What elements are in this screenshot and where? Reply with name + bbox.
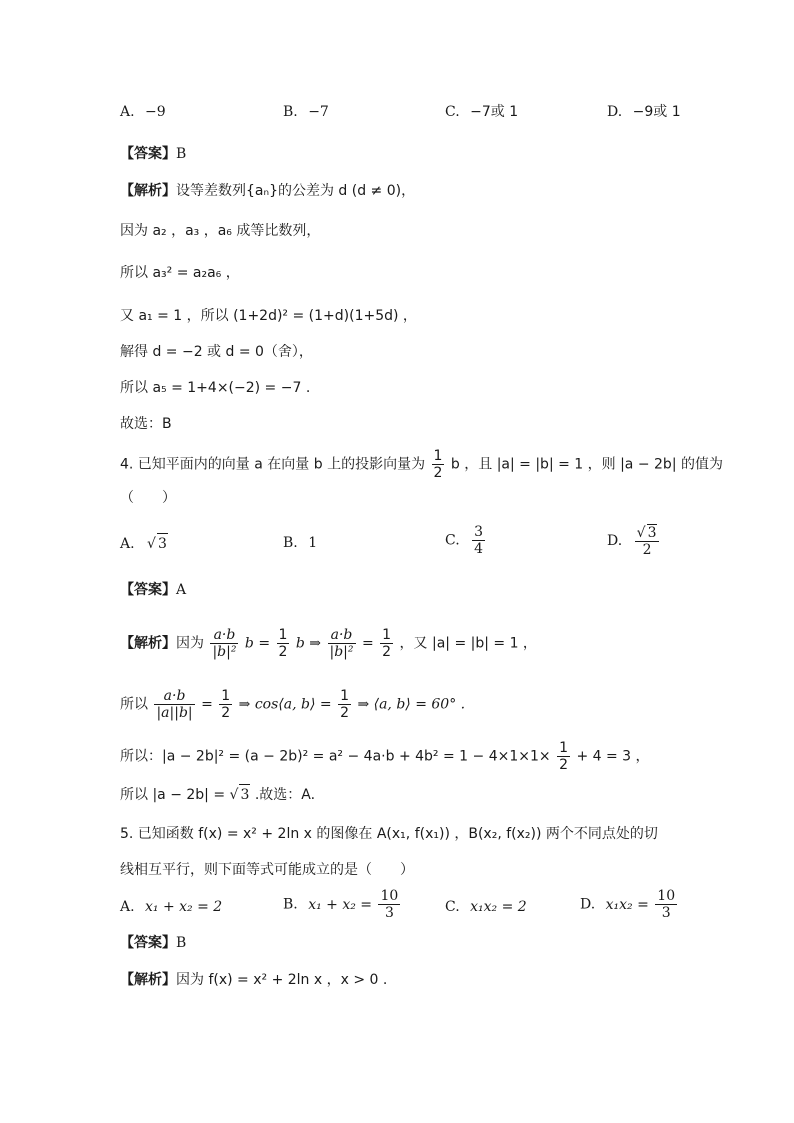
q4-l2-b: =: [201, 696, 218, 713]
q5-analysis-line-1: [120, 970, 387, 990]
q4-l1-e: ，又 |a| = |b| = 1 ，: [399, 635, 537, 652]
dot-over-b-fraction: [328, 627, 356, 660]
q3-analysis-line-4: [120, 306, 417, 326]
frac-denominator: |a||b|: [156, 705, 193, 721]
q3-step: 又 a₁ = 1 ，所以 (1+2d)² = (1+d)(1+5d) ，: [120, 308, 417, 324]
half-fraction: [338, 688, 351, 721]
answer-tag: 【答案】: [120, 582, 176, 598]
frac-denominator: 2: [221, 705, 231, 721]
q4-option-d-fraction: [635, 524, 660, 558]
q5-answer: [120, 933, 186, 953]
analysis-tag: 【解析】: [120, 635, 176, 652]
sqrt-radicand: 3: [647, 525, 657, 541]
q4-analysis-line-4: [120, 784, 315, 805]
frac-numerator: 1: [340, 688, 349, 704]
half-fraction: [277, 627, 290, 660]
q4-option-c-letter: C.: [445, 532, 460, 549]
q3-answer: [120, 144, 186, 164]
half-fraction: [557, 740, 570, 773]
q4-l2-c: ⇒ cos⟨a, b⟩ =: [238, 696, 337, 713]
q4-option-d-letter: D.: [607, 533, 623, 549]
frac-denominator: 2: [278, 644, 288, 660]
answer-tag: 【答案】: [120, 146, 176, 162]
q4-option-b-value: 1: [308, 535, 318, 551]
q3-analysis-line-1: [120, 181, 415, 201]
frac-numerator: 1: [559, 740, 568, 756]
q3-option-c-letter: C.: [445, 104, 460, 120]
q3-step: 设等差数列{aₙ}的公差为 d (d ≠ 0)，: [176, 183, 416, 199]
q5-option-a: [120, 897, 222, 917]
frac-numerator: 1: [382, 627, 392, 643]
q3-analysis-line-7: [120, 414, 172, 434]
q3-option-d: [607, 102, 681, 122]
q4-l2-a: 所以: [120, 696, 148, 713]
q4-l2-d: ⇒ ⟨a, b⟩ = 60° .: [357, 696, 466, 713]
frac-denominator: 3: [661, 905, 671, 921]
answer-value: B: [176, 146, 187, 162]
q3-option-c: [445, 102, 518, 122]
q4-l3-end: + 4 = 3 ，: [576, 748, 650, 765]
q4-stem-line-1: [120, 448, 723, 481]
frac-numerator: 1: [278, 627, 288, 643]
q4-analysis-line-3: [120, 740, 650, 773]
q4-option-c: [445, 524, 487, 557]
frac-denominator: 2: [433, 465, 443, 481]
q4-stem-b: b ，且 |a| = |b| = 1 ，则 |a − 2b| 的值为: [450, 456, 723, 473]
frac-denominator: |b|²: [212, 644, 237, 660]
half-fraction: [219, 688, 232, 721]
frac-numerator: 3: [474, 524, 484, 540]
q4-analysis-line-1: [120, 627, 537, 660]
q5-option-a-letter: A.: [120, 899, 135, 915]
cos-fraction: [154, 688, 194, 721]
q4-stem-a: 4. 已知平面内的向量 a 在向量 b 上的投影向量为: [120, 456, 426, 473]
q3-step: 所以 a₅ = 1+4×(−2) = −7 .: [120, 380, 311, 396]
q3-step: 因为 a₂ ，a₃ ，a₆ 成等比数列，: [120, 223, 321, 239]
q5-option-b-fraction: [378, 888, 400, 921]
q5-option-c-value: x₁x₂ = 2: [470, 899, 527, 915]
q3-option-a: [120, 102, 166, 122]
q4-stem-c: （ ）: [120, 490, 176, 506]
q5-stem-2: 线相互平行，则下面等式可能成立的是（ ）: [120, 862, 414, 878]
sqrt-sign: √: [147, 536, 156, 552]
half-fraction: [380, 627, 393, 660]
q5-l1: 因为 f(x) = x² + 2ln x ，x > 0 .: [176, 972, 388, 988]
frac-denominator: 2: [642, 542, 652, 558]
frac-denominator: 2: [382, 644, 392, 660]
q4-analysis-line-2: [120, 688, 465, 721]
frac-numerator: √ 3: [635, 524, 660, 542]
answer-tag: 【答案】: [120, 935, 176, 951]
q4-option-a-value: 3: [157, 533, 168, 554]
q4-option-a: [120, 533, 168, 554]
q3-step: 所以 a₃² = a₂a₆ ，: [120, 265, 240, 281]
q3-analysis-line-5: [120, 342, 313, 362]
q4-answer: [120, 580, 186, 600]
q5-option-d-fraction: [655, 888, 677, 921]
q3-option-b-value: −7: [308, 104, 329, 120]
q5-option-d-letter: D.: [580, 896, 596, 913]
frac-denominator: 3: [384, 905, 394, 921]
q4-l1-d: =: [361, 635, 379, 652]
q4-l1-b: b =: [244, 635, 275, 652]
frac-numerator: 1: [221, 688, 231, 704]
q5-option-b-letter: B.: [283, 896, 298, 913]
analysis-tag: 【解析】: [120, 972, 176, 988]
q3-option-d-value: −9或 1: [632, 104, 681, 120]
frac-denominator: 4: [474, 541, 484, 557]
q4-option-c-fraction: [472, 524, 485, 557]
q3-option-a-value: −9: [145, 104, 166, 120]
frac-denominator: 2: [340, 705, 349, 721]
frac-numerator: a·b: [154, 688, 194, 705]
frac-denominator: |b|²: [329, 644, 354, 660]
frac-denominator: 2: [559, 757, 568, 773]
frac-numerator: a·b: [210, 627, 238, 644]
q4-l1-a: 因为: [176, 635, 204, 652]
q4-l1-c: b ⇒: [295, 635, 322, 652]
answer-value: A: [176, 582, 187, 598]
sqrt-sign: √: [229, 787, 239, 803]
q5-stem-1: 5. 已知函数 f(x) = x² + 2ln x 的图像在 A(x₁, f(x₁)) ，B(x₂, f(x₂)) 两个不同点处的切: [120, 826, 658, 842]
q3-option-a-letter: A.: [120, 104, 135, 120]
q3-step: 解得 d = −2 或 d = 0（舍），: [120, 344, 313, 360]
q4-option-d: [607, 524, 661, 558]
q5-option-b: [283, 888, 402, 921]
q5-option-a-value: x₁ + x₂ = 2: [145, 899, 223, 915]
q5-option-c: [445, 897, 527, 917]
q4-l3: 所以：|a − 2b|² = (a − 2b)² = a² − 4a·b + 4b² = 1 − 4×1×1×: [120, 748, 551, 765]
frac-numerator: 10: [657, 888, 676, 904]
frac-numerator: 1: [433, 448, 443, 464]
q3-analysis-line-2: [120, 221, 320, 241]
q3-option-d-letter: D.: [607, 104, 623, 120]
analysis-tag: 【解析】: [120, 183, 176, 199]
q3-analysis-line-3: [120, 263, 240, 283]
q4-l4-a: 所以 |a − 2b| =: [120, 787, 230, 803]
q5-stem-line-1: [120, 824, 658, 844]
q3-analysis-line-6: [120, 378, 310, 398]
q4-stem-line-2: [120, 488, 176, 508]
q3-option-b: [283, 102, 329, 122]
frac-numerator: 10: [380, 888, 399, 904]
q5-option-d-value: x₁x₂ =: [605, 896, 649, 913]
q5-option-c-letter: C.: [445, 899, 460, 915]
q3-step: 故选：B: [120, 416, 172, 432]
q3-option-c-value: −7或 1: [470, 104, 519, 120]
q5-option-d: [580, 888, 679, 921]
q4-option-b-letter: B.: [283, 535, 298, 551]
sqrt-radicand: 3: [239, 784, 250, 805]
q4-stem-fraction: [432, 448, 445, 481]
q4-option-a-letter: A.: [120, 536, 135, 552]
answer-value: B: [176, 935, 187, 951]
q4-option-b: [283, 533, 317, 553]
q5-stem-line-2: [120, 860, 414, 880]
q3-option-b-letter: B.: [283, 104, 298, 120]
frac-numerator: a·b: [328, 627, 356, 644]
q5-option-b-value: x₁ + x₂ =: [308, 896, 373, 913]
q4-l4-c: .故选：A.: [250, 787, 316, 803]
projection-fraction: [210, 627, 238, 660]
